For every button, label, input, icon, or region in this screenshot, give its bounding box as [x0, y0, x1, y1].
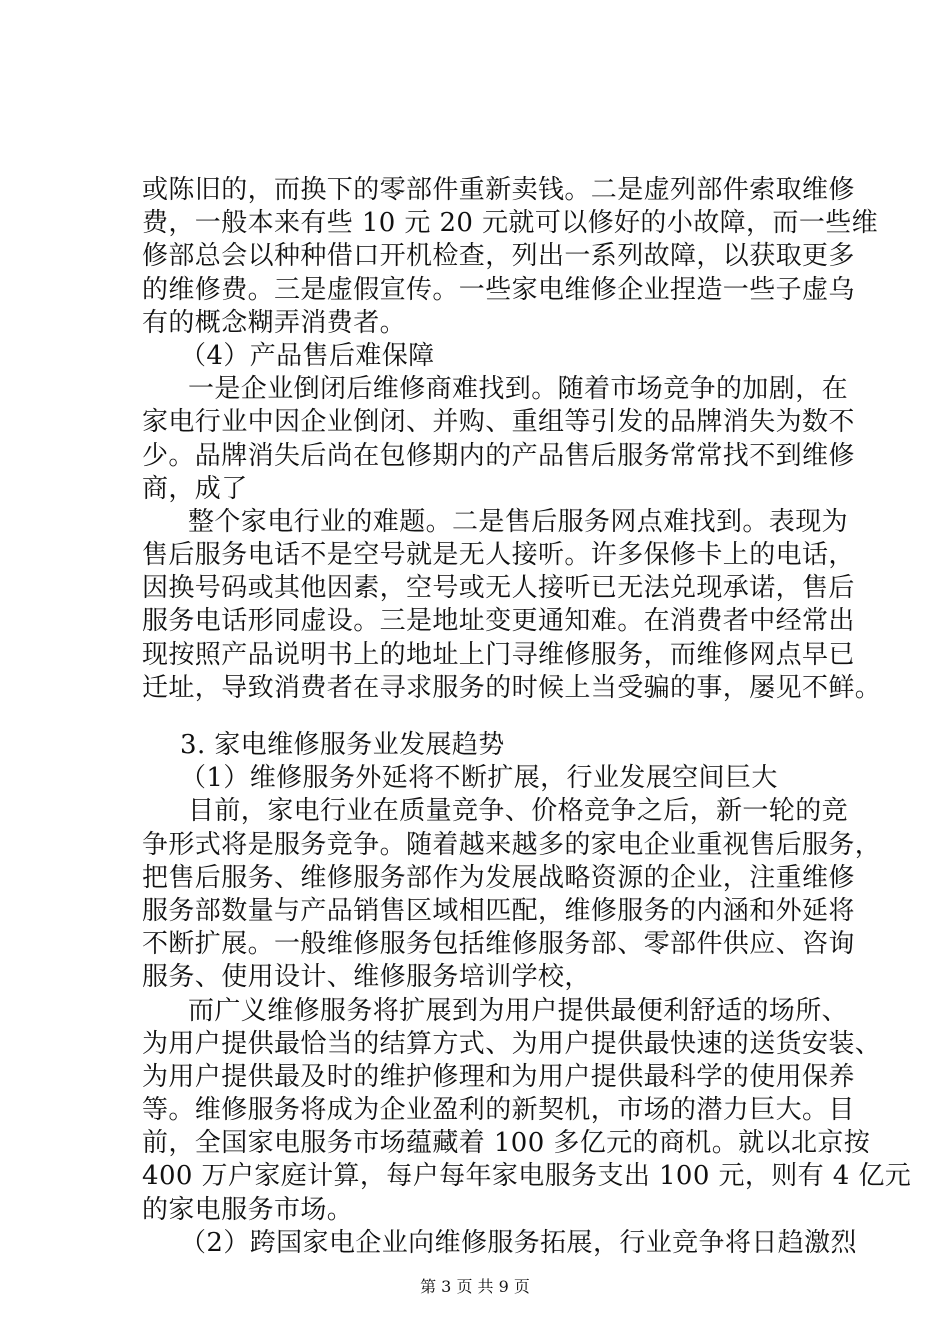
text-line: 迁址，导致消费者在寻求服务的时候上当受骗的事，屡见不鲜。 [142, 672, 882, 703]
text-line: 现按照产品说明书上的地址上门寻维修服务，而维修网点早已 [142, 639, 855, 670]
text-line: 少。品牌消失后尚在包修期内的产品售后服务常常找不到维修 [142, 440, 855, 471]
text-line: 费，一般本来有些 10 元 20 元就可以修好的小故障，而一些维 [142, 208, 879, 239]
text-line: 等。维修服务将成为企业盈利的新契机，市场的潜力巨大。目 [142, 1095, 855, 1126]
text-line: 一是企业倒闭后维修商难找到。随着市场竞争的加剧，在 [188, 374, 849, 405]
text-line: 服务部数量与产品销售区域相匹配，维修服务的内涵和外延将 [142, 895, 855, 926]
text-line: 前，全国家电服务市场蕴藏着 100 多亿元的商机。就以北京按 [142, 1128, 871, 1159]
text-line: 不断扩展。一般维修服务包括维修服务部、零部件供应、咨询 [142, 929, 855, 960]
section-heading: 3. 家电维修服务业发展趋势 [180, 730, 505, 760]
text-line: 家电行业中因企业倒闭、并购、重组等引发的品牌消失为数不 [142, 407, 855, 438]
text-line: 有的概念糊弄消费者。 [142, 307, 407, 338]
text-line: 整个家电行业的难题。二是售后服务网点难找到。表现为 [188, 506, 849, 537]
text-line: 而广义维修服务将扩展到为用户提供最便利舒适的场所、 [188, 995, 849, 1026]
subsection-heading: （4）产品售后难保障 [180, 340, 435, 371]
text-line: 争形式将是服务竞争。随着越来越多的家电企业重视售后服务， [142, 829, 882, 860]
text-line: 服务、使用设计、维修服务培训学校， [142, 962, 591, 993]
subsection-heading: （1）维修服务外延将不断扩展，行业发展空间巨大 [180, 763, 778, 794]
text-line: 的家电服务市场。 [142, 1194, 354, 1225]
text-line: 商，成了 [142, 473, 248, 504]
text-line: 把售后服务、维修服务部作为发展战略资源的企业，注重维修 [142, 862, 855, 893]
text-line: 或陈旧的，而换下的零部件重新卖钱。二是虚列部件索取维修 [142, 175, 855, 205]
text-line: 服务电话形同虚设。三是地址变更通知难。在消费者中经常出 [142, 606, 855, 637]
text-line: 400 万户家庭计算，每户每年家电服务支出 100 元，则有 4 亿元 [142, 1161, 912, 1192]
text-line: 售后服务电话不是空号就是无人接听。许多保修卡上的电话， [142, 540, 855, 571]
text-line: 目前，家电行业在质量竞争、价格竞争之后，新一轮的竞 [188, 796, 849, 827]
text-line: 因换号码或其他因素，空号或无人接听已无法兑现承诺，售后 [142, 573, 855, 604]
document-body [142, 174, 912, 1260]
text-line: 为用户提供最恰当的结算方式、为用户提供最快速的送货安装、 [142, 1028, 882, 1059]
subsection-heading: （2）跨国家电企业向维修服务拓展，行业竞争将日趋激烈 [180, 1227, 857, 1258]
text-line: 为用户提供最及时的维护修理和为用户提供最科学的使用保养 [142, 1061, 855, 1092]
page-number: 第 3 页 共 9 页 [420, 1277, 530, 1296]
text-line: 修部总会以种种借口开机检查，列出一系列故障，以获取更多 [142, 241, 855, 272]
paragraph-gap [142, 705, 832, 729]
text-line: 的维修费。三是虚假宣传。一些家电维修企业捏造一些子虚乌 [142, 274, 855, 305]
